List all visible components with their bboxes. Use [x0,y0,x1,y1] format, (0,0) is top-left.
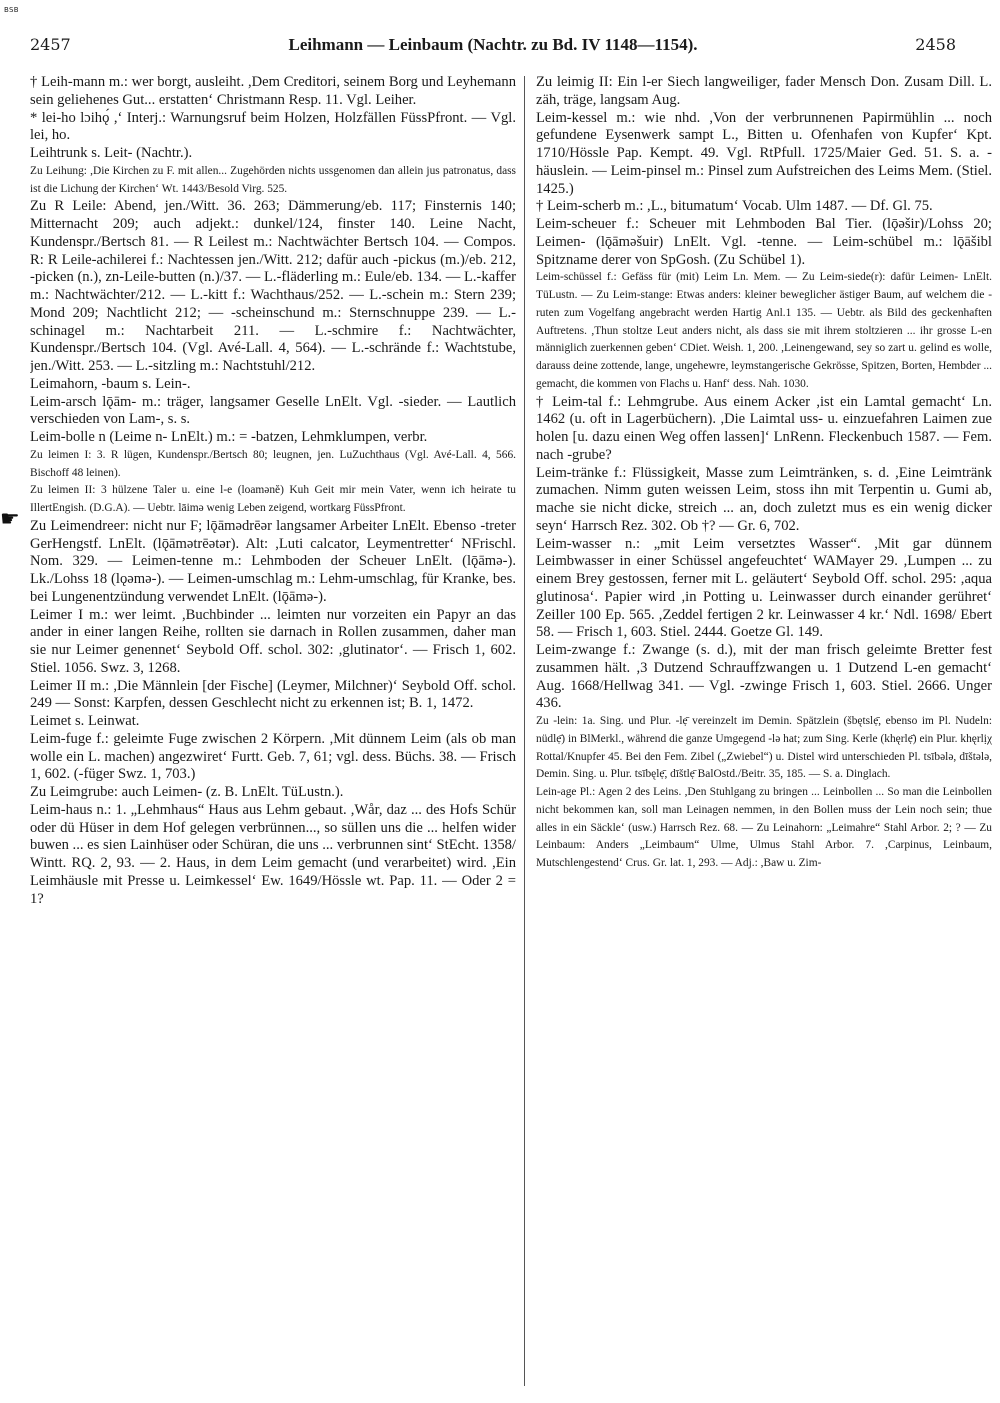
dictionary-entry: Leim-fuge f.: geleimte Fuge zwischen 2 Körpern. ,Mit dünnem Leim (als ob man wolle ein L. machen) angezwiret‘ Furtt. Geb. 7, 61; vgl. dess. Büchs. 38. — Frisch 1, 602. (-füger Swz. 1, 703.) [30,730,516,783]
page-number-left: 2457 [30,35,71,54]
left-column [30,74,516,1394]
dictionary-entry: Leim-kessel m.: wie nhd. ,Von der verbrunnenen Papirmühlin ... noch gefundene Eysenwerk sampt L., Bitten u. Ofenhafen von Kupfer‘ Kpt. 1710/Hössle Pap. Kempt. 49. Vgl. RtPfull. 1725/Maier Ged. 51. S. a. -häuslein. — Leim-pinsel m.: Pinsel zum Aufstreichen des Leims Mem. (Stiel. 1425.) [536,109,992,197]
dictionary-entry: Zu leimen I: 3. R lügen, Kundenspr./Bertsch 80; leugnen, jen. LuZuchthaus (Vgl. Avé-Lall. 4, 566. Bischoff 48 leinen). [30,448,516,479]
dictionary-entry: Zu Leimendreer: nicht nur F; lǭāmədrēər langsamer Arbeiter LnElt. Ebenso -treter GerHengstf. LnElt. (lǭāmətrēətər). Alt: ,Luti calcator, Leymentretter‘ NFrischl. Nom. 329. — Leimen-tenne m.: Lehmboden der Scheuer LnElt. (lǭāmə-). Lk./Lohss 18 (lǫəmə-). — Leimen-umschlag m.: Lehm-umschlag, für Kranke, bes. bei Lungenentzündung verwendet LnElt. (lǭāmə-). [30,517,516,605]
dictionary-entry: Zu R Leile: Abend, jen./Witt. 36. 263; Dämmerung/eb. 117; Finsternis 140; Mitternacht 209; auch adjekt.: dunkel/124, finster 140. Leine Nacht, Kundenspr./Bertsch 81. — R Leilest m.: Nachtwächter Bertsch 104. — Compos. R: R Leile-achilerei f.: Nachtessen jen./Witt. 212; dafür auch -pickus (m.)/eb. 212, -picken (n.), zn-Leile-butten (n.)/37. — L.-fläderling m.: Eule/eb. 134. — L.-kaffer m.: Nachtwächter/212. — L.-kitt f.: Wachthaus/252. — L.-schein m.: Stern 239; Mond 209; Nachtlicht 212; — -scheinschund m.: Sternschnuppe 239. — L.-schinagel m.: Nachtarbeit 211. — L.-schmire f.: Nachtwächter, Kundenspr./Bertsch 104. (Vgl. Avé-Lall. 4, 564). — L.-schrände f.: Wachtstube, jen./Witt. 253. — L.-sitzling m.: Nachtstuhl/212. [30,198,516,374]
dictionary-entry: Leimahorn, -baum s. Lein-. [30,375,191,392]
dictionary-entry: Zu -lein: 1a. Sing. und Plur. -lẹ̄ vereinzelt im Demin. Spätzlein (šbętslẹ̄, ebenso im Pl. Nudeln: nüdlẹ̄) in BlMerkl., während die ganze Umgegend -lə hat; zum Sing. Kerle (khęrlẹ̄) ein Plur. khęrlịχ Rottal/Knupfer 45. Bei den Fem. Zibel („Zwiebel“) u. Distel wird unterschieden Pl. tsībələ, dīštələ, Demin. Sing. u. Plur. tsībęlẹ̄, dīštlẹ̄ BalOstd./Beitr. 35, 185. — S. a. Dinglach. [536,715,992,781]
dictionary-entry: Leim-bolle n (Leime n- LnElt.) m.: = -batzen, Lehmklumpen, verbr. [30,429,428,445]
right-column [536,74,992,1394]
dictionary-entry: † Leim-scherb m.: ,L., bitumatum‘ Vocab. Ulm 1487. — Df. Gl. 75. [536,198,933,215]
dictionary-entry: Lein-age Pl.: Agen 2 des Leins. ,Den Stuhlgang zu bringen ... Leinbollen ... So man die Leinbollen nicht bekommen kan, soll man Leinagen nemmen, in den Bollen muss der Lein noch sein; thue alles in ein Säckle‘ (usw.) Harrsch Rez. 68. — Zu Leinahorn: „Leimahre“ Stahl Arbor. 2; ? — Zu Leinbaum: Anders „Leimbaum“ Ulme, Ulmus Stahl Arbor. 7. ,Carpinus, Leinbaum, Mutschlengestend‘ Crus. Gr. lat. 1, 293. — Adj.: ,Baw u. Zim- [536,786,992,869]
dictionary-entry: † Leih-mann m.: wer borgt, ausleiht. ,Dem Creditori, seinem Borg und Leyhemann sein geliehenes Gut... erstatten‘ Christmann Resp. 11. Vgl. Leiher. [30,74,516,108]
dictionary-entry: Zu Leihung: ,Die Kirchen zu F. mit allen... Zugehörden nichts ussgenomen dan allein jus patronatus, dass ist die Lichung der Kirchen‘ Wt. 1443/Besold Virg. 525. [30,164,516,195]
dictionary-entry: Leim-tränke f.: Flüssigkeit, Masse zum Leimtränken, s. d. ,Eine Leimtränk zumachen. Nimm guten weissen Leim, stoss ihn mit Terpentin u. Gumi ab, mache sie nicht dicke, streich ... an, doch zuletzt mus es ein wenig dicker seyn‘ Harrsch Rez. 302. Ob †? — Gr. 6, 702. [536,464,992,534]
dictionary-entry: † Leim-tal f.: Lehmgrube. Aus einem Acker ,ist ein Lamtal gemacht‘ Ln. 1462 (u. oft in Lagerbüchern). ,Die Laimtal uss- u. einzuefahren Laimen zue holen [u. dazu einen Weg offen lassen]‘ LnRenn. Fleckenbuch 1587. — Fem. nach -grube? [536,393,992,463]
pointing-hand-icon: ☛ [0,507,20,532]
dictionary-entry: Zu leimig II: Ein l-er Siech langweiliger, fader Mensch Don. Zusam Dill. L. zäh, träge, langsam Aug. [536,74,992,108]
page-header [30,35,956,61]
dictionary-entry: * lei-ho lɔihǫ́ ,‘ Interj.: Warnungsruf beim Holzen, Holzfällen FüssPfront. — Vgl. lei, ho. [30,109,516,144]
dictionary-entry: Leimet s. Leinwat. [30,713,140,729]
dictionary-entry: Leim-scheuer f.: Scheuer mit Lehmboden Bal Tier. (lǭəšir)/Lohss 20; Leimen- (lǭāməšuir) LnElt. Vgl. -tenne. — Leim-schübel m.: lǭāšibl Spitzname derer von SpGosh. (Zu Schübel 1). [536,216,992,268]
dictionary-entry: Leimer I m.: wer leimt. ,Buchbinder ... leimten nur vorzeiten ein Papyr an das ander in einer langen Reihe, rollten sie darnach in Rollen zusammen, daher man sie nur Leimer genennet‘ Seybold Off. schol. 302: ,glutinator‘. — Frisch 1, 602. Stiel. 1056. Swz. 3, 1268. [30,606,516,676]
dictionary-entry: Leim-haus n.: 1. „Lehmhaus“ Haus aus Lehm gebaut. ,Wår, daz ... des Hofs Schür oder dü Hüser in dem Hof gelegen verbrünnen..., so süllen uns die ... helfen wider buwen ... es sien Lainhüser oder Schüran, die uns ... verbrunnen sint‘ StEcht. 1358/ Wintt. RQ. 2, 93. — 2. Haus, in dem Leim gemacht (und verarbeitet) wird. ,Ein Leimhäusle mit Presse u. Leimkessel‘ Ew. 1649/Hössle wt. Pap. 11. — Oder 2 = 1? [30,801,516,907]
dictionary-entry: Leim-wasser n.: „mit Leim versetztes Wasser“. ,Mit gar dünnem Leimbwasser in einer Schüssel angefeuchtet‘ WAMayer 29. ,Lumpen ... zu einem Brey gestossen, ferner mit L. geläutert‘ Seybold Off. schol. 295: ,aqua glutinosa‘. Papier wird ,in Potting u. Leinwasser durch einander gerühret‘ Zeiller 100 Ep. 565. ,Zeddel fertigen 2 kr. Leinwasser 4 kr.‘ Ndl. 1698/ Ebert 58. — Frisch 1, 603. Stiel. 2444. Goetze Gl. 149. [536,535,992,641]
dictionary-entry: Leim-arsch lǭām- m.: träger, langsamer Geselle LnElt. Vgl. -sieder. — Lautlich verschieden von Lam-, s. s. [30,393,516,428]
dictionary-entry: Leimer II m.: ,Die Männlein [der Fische] (Leymer, Milchner)‘ Seybold Off. schol. 249 — Sonst: Karpfen, dessen Geschlecht nicht zu erkennen ist; B. 1, 1472. [30,677,516,712]
dictionary-entry: Leim-zwange f.: Zwange (s. d.), mit der man frisch geleimte Bretter fest zusammen hält. ,3 Dutzend Schrauffzwangen u. 1 Dutzend L-en gemacht‘ Aug. 1668/Hellwag 341. — Vgl. -zwinge Frisch 1, 603. Stiel. 2666. Unger 436. [536,642,992,712]
dictionary-entry: Leihtrunk s. Leit- (Nachtr.). [30,145,193,161]
running-head: Leihmann — Leinbaum (Nachtr. zu Bd. IV 1148—1154). [288,35,698,54]
column-divider [524,76,525,1386]
dictionary-entry: Leim-schüssel f.: Gefäss für (mit) Leim Ln. Mem. — Zu Leim-siede(r): dafür Leimen- LnElt. TüLustn. — Zu Leim-stange: Etwas anders: kleiner beweglicher ästiger Baum, auf welchem die -ruten zum Vogelfang angebracht werden Hartig Anl.1 135. — Uebtr. als Bild des geckenhaften Auftretens. ,Thun stoltze Leut anders nicht, als dass sie mit ihrem stoltzieren ... ihr grosse L-en männiglich zuerkennen geben‘ CDiet. Weish. 1, 200. ,Leinengewand, sey so zart u. gelind es wolle, darauss deine zottende, lange, ungehewre, leymstangerische Gekrösse, Spitzen, Borten, Hembder ... gemacht, die kommen von Flachs u. Hanf‘ dess. Nah. 1030. [536,271,992,390]
dictionary-entry: Zu Leimgrube: auch Leimen- (z. B. LnElt. TüLustn.). [30,784,344,800]
dictionary-entry: Zu leimen II: 3 hülzene Taler u. eine l-e (loamənĕ) Kuh Geit mir mein Vater, wenn ich heirate tu IllertEngish. (D.G.A). — Uebtr. lāimə wenig Leben zeigend, wortkarg FüssPfront. [30,484,516,514]
page-number-right: 2458 [915,35,956,54]
library-stamp: BSB [4,6,19,14]
